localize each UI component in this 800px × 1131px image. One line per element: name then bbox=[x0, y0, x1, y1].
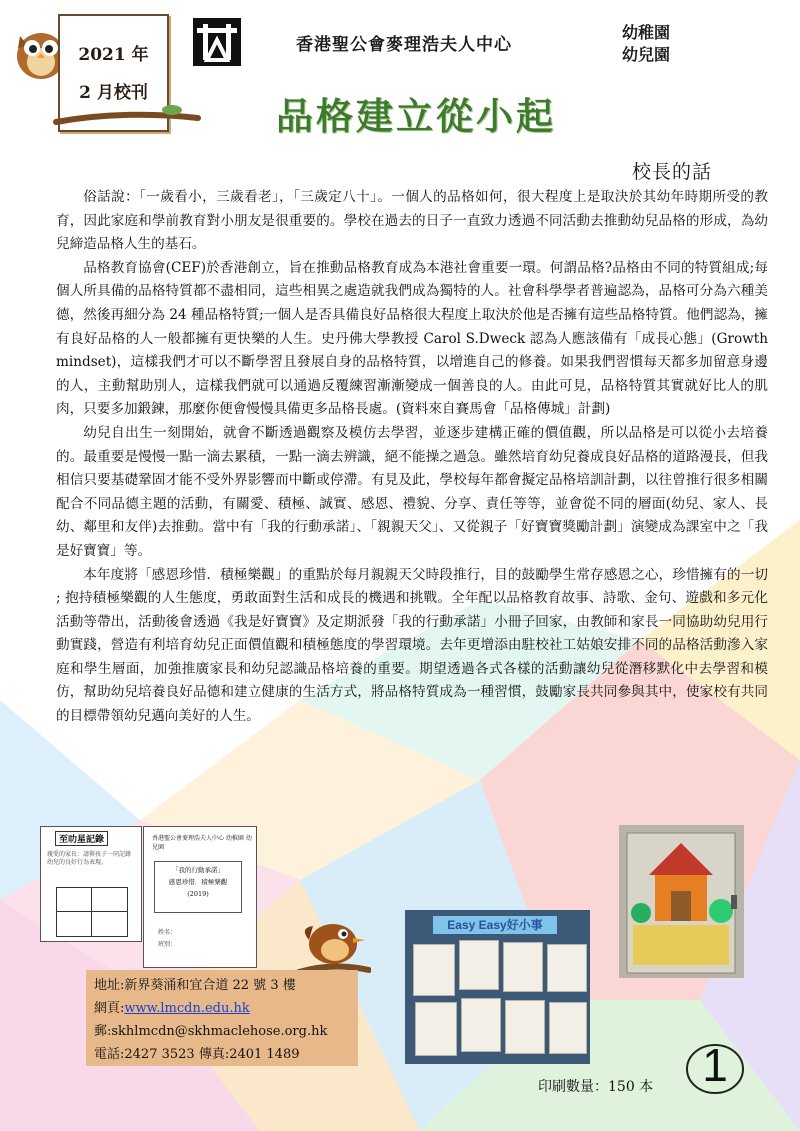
page-number-badge bbox=[680, 1040, 750, 1096]
booklet-field-class: 班別： bbox=[158, 941, 177, 948]
star-record-grid bbox=[56, 887, 128, 937]
school-logo-icon bbox=[193, 18, 241, 66]
article-paragraph: 本年度將「感恩珍惜．積極樂觀」的重點於每月親親天父時段推行，目的鼓勵學生常存感恩之心，珍惜擁有的一切 ; 抱持積極樂觀的人生態度，勇敢面對生活和成長的機遇和挑戰。全年配以品格教育故事、詩歌、金句、遊戲和多元化活動等帶出，活動後會透過《我是好寶寶》及定期派發「我的行動承諾」小冊子回家，由教師和家長一同協助幼兒用行動實踐，營造有利培育幼兒正面價值觀和積極態度的學習環境。去年更增添由駐校社工姑娘安排不同的品格活動滲入家庭和學生層面，加強推廣家長和幼兒認識品格培養的重要。期望透過各式各樣的活動讓幼兒從潛移默化中去學習和模仿，幫助幼兒培養良好品德和建立健康的生活方式，將品格特質成為一種習慣，鼓勵家長共同參與其中，使家校有共同的目標帶領幼兒邁向美好的人生。 bbox=[56, 566, 768, 725]
article-paragraph: 品格教育協會(CEF)於香港創立，旨在推動品格教育成為本港社會重要一環。何謂品格?品格由不同的特質組成;每個人所具備的品格特質都不盡相同，這些相異之處造就我們成為獨特的人。社會科學學者普遍認為，品格可分為六種美德，然後再細分為 24 種品格特質;一個人是否具備良好品格很大程度上取決於他是否擁有這些品格特質。他們認為，擁有良好品格的人一般都擁有更快樂的人生。史丹佛大學教授 Carol S.Dweck 認為人應該備有「成長心態」(Growth mindset)，這樣我們才可以不斷學習且發展自身的品格特質，以增進自己的修養。如果我們習慣每天都多加留意身邊的人，主動幫助別人，這樣我們就可以通過反覆練習漸漸變成一個善良的人。由此可見，品格特質其實就好比人的肌肉，只要多加鍛鍊，那麼你便會慢慢具備更多品格長處。(資料來自賽馬會「品格傳城」計劃) bbox=[56, 259, 768, 418]
booklet-title-box bbox=[154, 861, 242, 913]
photo-banner-text: Easy Easy好小事 bbox=[433, 916, 557, 934]
star-record-sheet-image bbox=[40, 826, 142, 942]
photo-card bbox=[459, 940, 499, 990]
photo-card bbox=[505, 1000, 545, 1054]
classroom-door-photo bbox=[619, 825, 744, 978]
contact-email: 郵:skhlmcdn@skhmaclehose.org.hk bbox=[94, 1024, 328, 1039]
article-paragraph: 俗話說：「一歲看小，三歲看老」，「三歲定八十」。一個人的品格如何，很大程度上是取決於其幼年時期所受的教育，因此家庭和學前教育對小朋友是很重要的。學校在過去的日子一直致力透過不同活動去推動幼兒品格的形成，為幼兒締造品格人生的基石。 bbox=[56, 189, 768, 253]
booklet-field-name: 姓名： bbox=[158, 929, 177, 936]
photo-card bbox=[413, 944, 455, 996]
photo-card bbox=[415, 1002, 457, 1056]
classroom-wall-photo bbox=[405, 910, 590, 1064]
star-record-text: 親愛的家長：請與孩子一同記錄幼兒的良好行為表現。 bbox=[47, 851, 132, 866]
article-paragraph: 幼兒自出生一刻開始，就會不斷透過觀察及模仿去學習，並逐步建構正確的價值觀，所以品格是可以從小去培養的。最重要是慢慢一點一滴去累積，一點一滴去辨識，絕不能操之過急。雖然培育幼兒養成良好品格的道路漫長，但我相信只要基礎鞏固才能不受外界影響而中斷或停滯。有見及此，學校每年都會擬定品格培訓計劃，以往曾推行很多相關配合不同品德主題的活動，有關愛、積極、誠實、感恩、禮貌、分享、責任等等，並會從不同的層面(幼兒、家人、長幼、鄰里和友伴)去推動。當中有「我的行動承諾」、「親親天父」、又從親子「好寶寶獎勵計劃」演變成為課室中之「我是好寶寶」等。 bbox=[56, 424, 768, 559]
contact-phone: 電話:2427 3523 傳真:2401 1489 bbox=[94, 1047, 300, 1062]
photo-card bbox=[503, 942, 543, 992]
contact-website-row bbox=[94, 997, 350, 1020]
division-nursery: 幼兒園 bbox=[622, 45, 671, 64]
action-promise-booklet-image bbox=[143, 826, 257, 968]
booklet-line-3: (2019) bbox=[187, 890, 209, 898]
booklet-line-2: 感恩珍惜．積極樂觀 bbox=[168, 878, 228, 886]
division-kindergarten: 幼稚園 bbox=[622, 23, 671, 42]
section-title: 校長的話 bbox=[632, 161, 713, 183]
issue-year: 2021 年 bbox=[78, 45, 149, 65]
website-label: 網頁: bbox=[94, 1001, 125, 1016]
booklet-header: 香港聖公會麥理浩夫人中心 幼稚園 幼兒園 bbox=[152, 835, 252, 851]
contact-info-box bbox=[86, 970, 358, 1066]
page-number: 1 bbox=[702, 1039, 728, 1091]
booklet-line-1: 「我的行動承諾」 bbox=[172, 866, 224, 874]
photo-card bbox=[549, 1002, 587, 1054]
photo-card bbox=[461, 998, 501, 1052]
website-link[interactable]: www.lmcdn.edu.hk bbox=[124, 1001, 250, 1016]
contact-address: 地址:新界葵涌和宜合道 22 號 3 樓 bbox=[94, 978, 296, 993]
booklet-fields bbox=[158, 927, 176, 951]
branch-decoration bbox=[52, 100, 202, 130]
star-record-title: 至叻星記錄 bbox=[55, 831, 108, 846]
principal-message-article bbox=[56, 186, 768, 729]
print-count: 印刷數量：150 本 bbox=[538, 1079, 654, 1095]
organization-divisions bbox=[622, 22, 670, 66]
newsletter-headline: 品格建立從小起 bbox=[276, 94, 556, 138]
photo-card bbox=[547, 944, 587, 992]
issue-month: 2 月校刊 bbox=[79, 83, 148, 103]
organization-name: 香港聖公會麥理浩夫人中心 bbox=[296, 35, 512, 55]
